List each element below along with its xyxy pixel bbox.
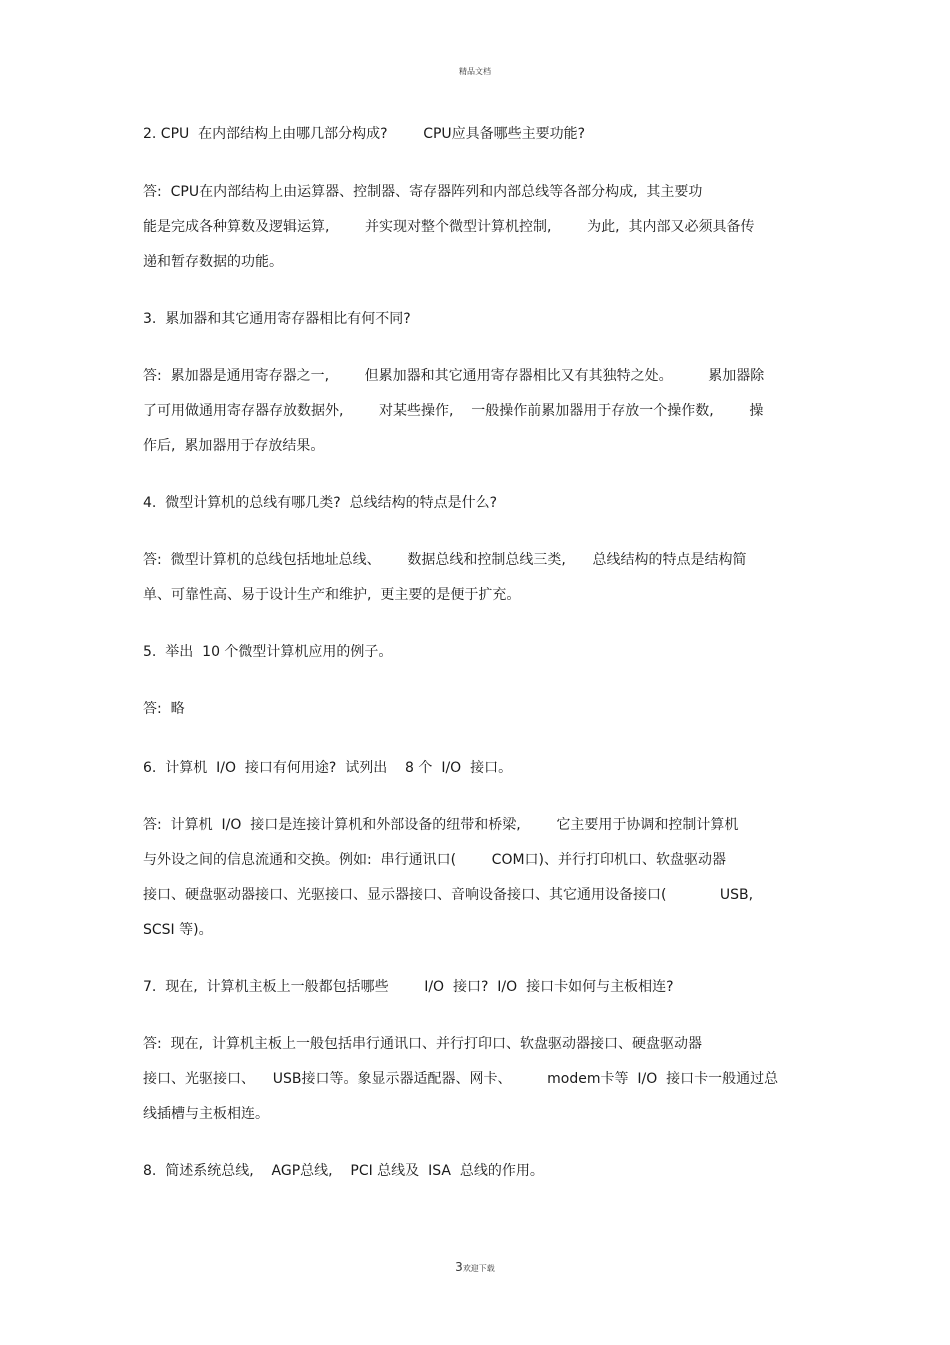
answer-4-line-2: 单、可靠性高、易于设计生产和维护, 更主要的是便于扩充。	[143, 587, 521, 603]
question-6: 6. 计算机 I/O 接口有何用途? 试列出 8 个 I/O 接口。	[143, 760, 513, 776]
answer-7-line-3: 线插槽与主板相连。	[143, 1106, 269, 1122]
question-7: 7. 现在, 计算机主板上一般都包括哪些 I/O 接口? I/O 接口卡如何与主板相连?	[143, 979, 674, 995]
answer-3-line-3: 作后, 累加器用于存放结果。	[143, 438, 325, 454]
answer-2-line-2: 能是完成各种算数及逻辑运算, 并实现对整个微型计算机控制, 为此, 其内部又必须具备传	[143, 219, 755, 235]
question-2: 2. CPU 在内部结构上由哪几部分构成? CPU应具备哪些主要功能?	[143, 126, 586, 142]
answer-3-line-1: 答: 累加器是通用寄存器之一, 但累加器和其它通用寄存器相比又有其独特之处。 累加器除	[143, 368, 765, 384]
answer-7-line-2: 接口、光驱接口、 USB接口等。象显示器适配器、网卡、 modem卡等 I/O 接口卡一般通过总	[143, 1071, 779, 1087]
answer-6-line-1: 答: 计算机 I/O 接口是连接计算机和外部设备的纽带和桥梁, 它主要用于协调和控制计算机	[143, 817, 739, 833]
answer-6-line-2: 与外设之间的信息流通和交换。例如: 串行通讯口( COM口)、并行打印机口、软盘驱动器	[143, 852, 727, 868]
answer-4-line-1: 答: 微型计算机的总线包括地址总线、 数据总线和控制总线三类, 总线结构的特点是结构简	[143, 552, 747, 568]
question-8: 8. 简述系统总线, AGP总线, PCI 总线及 ISA 总线的作用。	[143, 1163, 544, 1179]
answer-7-line-1: 答: 现在, 计算机主板上一般包括串行通讯口、并行打印口、软盘驱动器接口、硬盘驱动器	[143, 1036, 702, 1052]
answer-3-line-2: 了可用做通用寄存器存放数据外, 对某些操作, 一般操作前累加器用于存放一个操作数, 操	[143, 403, 764, 419]
answer-2-line-3: 递和暂存数据的功能。	[143, 254, 283, 270]
answer-5: 答: 略	[143, 701, 185, 717]
answer-6-line-3: 接口、硬盘驱动器接口、光驱接口、显示器接口、音响设备接口、其它通用设备接口( USB,	[143, 887, 754, 903]
answer-2-line-1: 答: CPU在内部结构上由运算器、控制器、寄存器阵列和内部总线等各部分构成, 其主要功	[143, 184, 703, 200]
page-number: 3	[455, 1260, 463, 1274]
question-5: 5. 举出 10 个微型计算机应用的例子。	[143, 644, 393, 660]
answer-6-line-4: SCSI 等)。	[143, 922, 213, 938]
page-header: 精品文档	[459, 67, 491, 76]
footer-text: 欢迎下载	[462, 1264, 495, 1273]
question-3: 3. 累加器和其它通用寄存器相比有何不同?	[143, 311, 411, 327]
question-4: 4. 微型计算机的总线有哪几类? 总线结构的特点是什么?	[143, 495, 498, 511]
page-footer	[0, 1260, 950, 1274]
